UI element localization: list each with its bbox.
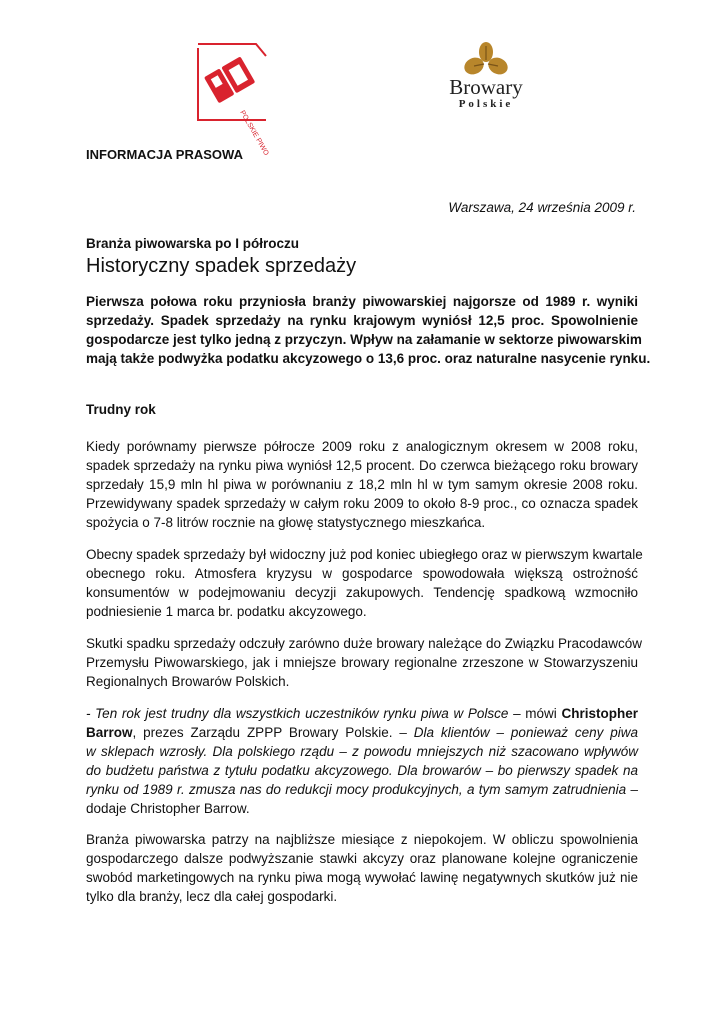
paragraph-line: Branża piwowarska patrzy na najbliższe miesiące z niepokojem. W obliczu spowolnienia [86,832,638,847]
lead-line: mają także podwyżka podatku akcyzowego o 13,6 proc. oraz naturalne nasycenie rynku. [86,351,651,366]
section-heading: Trudny rok [86,402,156,417]
logo-brand-text: Browary [449,75,523,99]
logo-text: POLSKIE PIWO [238,109,270,157]
lead-paragraph [86,292,651,368]
paragraph-line: Skutki spadku sprzedaży odczuły zarówno duże browary należące do Związku Pracodawców [86,636,643,651]
paragraph-line: Regionalnych Browarów Polskich. [86,674,290,689]
paragraph-4-quote [86,704,638,818]
paragraph-2 [86,545,643,621]
speaker-name: Christopher [561,706,638,721]
document-date: Warszawa, 24 września 2009 r. [448,200,636,215]
polskie-piwo-logo [196,42,270,157]
paragraph-3 [86,634,643,691]
paragraph-line: gospodarczego dalsze podwyższanie stawki akcyzy oraz planowane kolejne ograniczenie [86,851,638,866]
pre-title: Branża piwowarska po I półroczu [86,236,300,251]
paragraph-line: Obecny spadek sprzedaży był widoczny już pod koniec ubiegłego oraz w pierwszym kwartale [86,547,643,562]
paragraph-line: Kiedy porównamy pierwsze półrocze 2009 roku z analogicznym okresem w 2008 roku, [86,439,638,454]
paragraph-line: podniesienie 1 marca br. podatku akcyzowego. [86,604,367,619]
plain-text: , prezes Zarządu ZPPP Browary Polskie. [132,725,400,740]
quote-line: w sklepach wzrosły. Dla polskiego rządu – z powodu mniejszych niż szacowano wpływów [86,744,638,759]
paragraph-line: Przemysłu Piwowarskiego, jak i mniejsze browary regionalne zrzeszone w Stowarzyszeniu [86,655,638,670]
paragraph-line: spadek sprzedaży na rynku piwa wyniósł 12,5 procent. Do czerwca bieżącego roku browary [86,458,638,473]
page-title: Historyczny spadek sprzedaży [86,255,357,277]
lead-line: Pierwsza połowa roku przyniosła branży piwowarskiej najgorsze od 1989 r. wyniki [86,294,638,309]
quote-line: do budżetu państwa z tytułu podatku akcyzowego. Dla browarów – bo pierwszy spadek na [86,763,638,778]
paragraph-line: Przewidywany spadek sprzedaży w całym roku 2009 to około 8-9 proc., co oznacza spadek [86,496,638,511]
document-label: INFORMACJA PRASOWA [86,147,243,162]
paragraph-line: swobód marketingowych na rynku piwa mogą wywołać lawinę negatywnych skutków już nie [86,870,638,885]
quote-line: rynku od 1989 r. zmusza nas do redukcji mocy produkcyjnych, a tym samym zatrudnienia – [86,782,638,797]
paragraph-line [86,723,638,742]
paragraph-line: konsumentów w podejmowaniu decyzji zakupowych. Tendencję spadkową wzmocniło [86,585,638,600]
paragraph-line: spożycia o 7-8 litrów rocznie na głowę statystycznego mieszkańca. [86,515,486,530]
paragraph-line [86,704,638,723]
paragraph-5 [86,830,638,906]
paragraph-1 [86,437,638,532]
paragraph-line: dodaje Christopher Barrow. [86,801,250,816]
logo-sub-text: Polskie [458,98,514,110]
quote-text: – Dla klientów – ponieważ ceny piwa [399,725,638,740]
browary-polskie-logo [440,42,532,114]
paragraph-line: obecnego roku. Atmosfera kryzysu w gospodarce spowodowała większą ostrożność [86,566,638,581]
speaker-name: Barrow [86,725,133,740]
paragraph-line: tylko dla branży, lecz dla całej gospodarki. [86,889,338,904]
lead-line: gospodarcze jest tylko jedną z przyczyn. Wpływ na załamanie w sektorze piwowarskim [86,332,642,347]
paragraph-line: sprzedały 15,9 mln hl piwa w porównaniu z 18,2 mln hl w tym samym okresie 2008 roku. [86,477,638,492]
plain-text: – mówi [508,706,562,721]
quote-text: - Ten rok jest trudny dla wszystkich uczestników rynku piwa w Polsce [86,706,509,721]
lead-line: sprzedaży. Spadek sprzedaży na rynku krajowym wyniósł 12,5 proc. Spowolnienie [86,313,638,328]
